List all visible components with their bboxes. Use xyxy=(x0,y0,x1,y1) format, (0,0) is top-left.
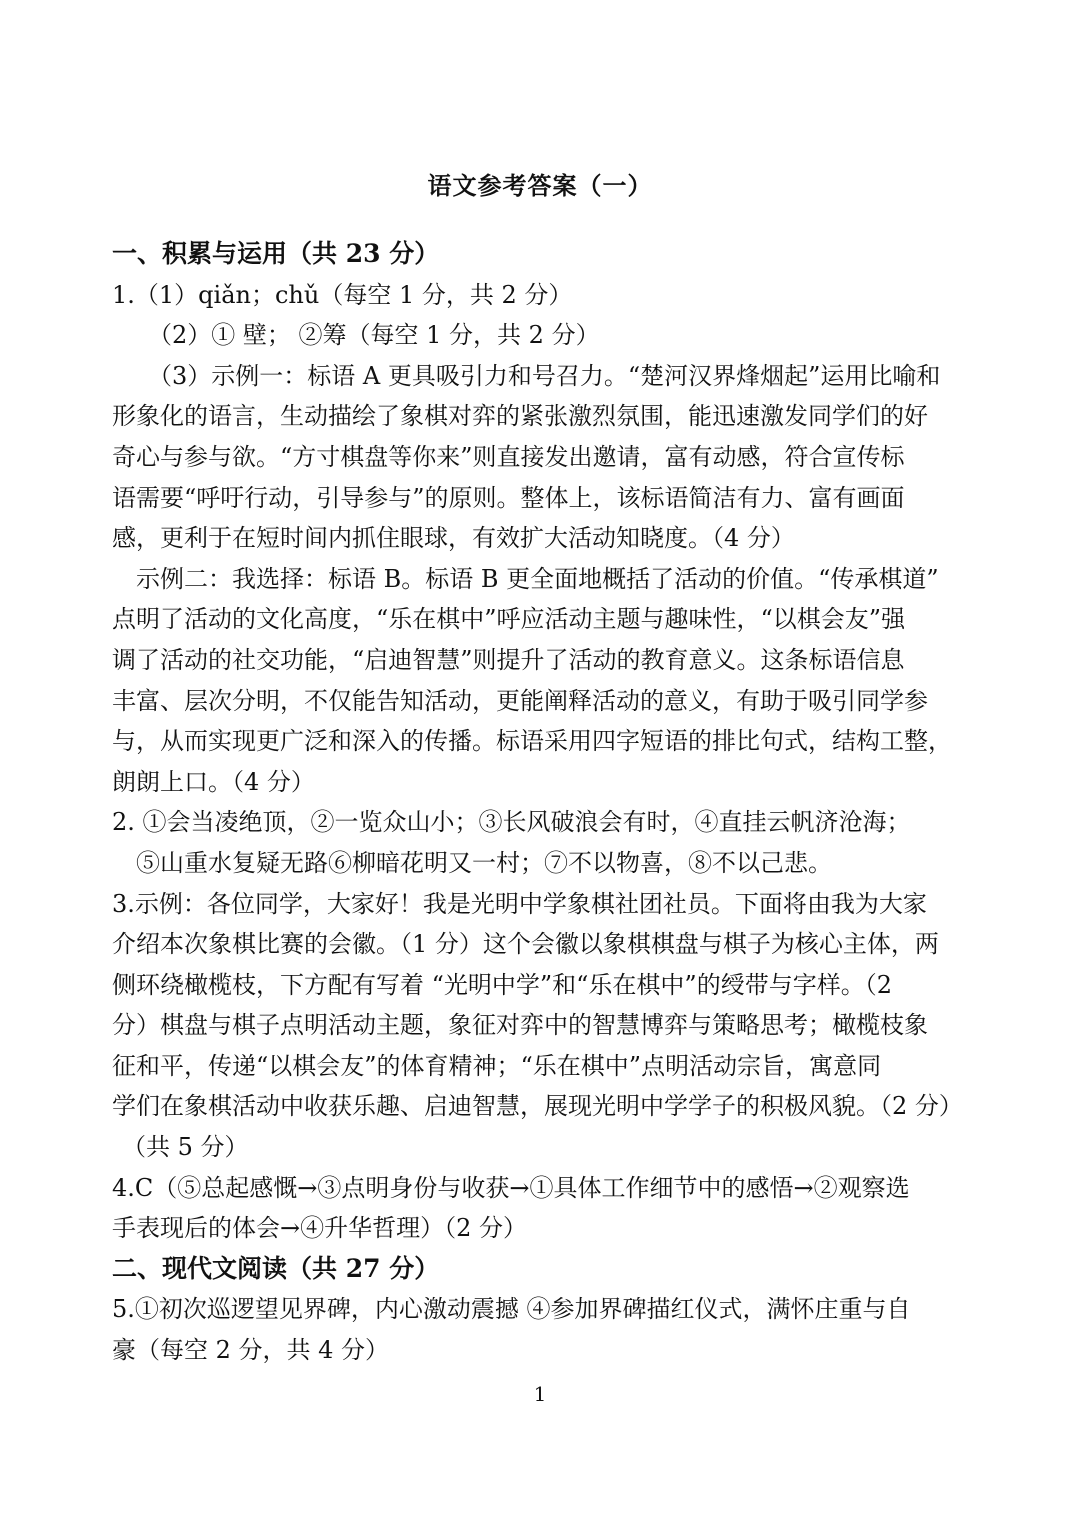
answer-1-3b-line: 点明了活动的文化高度，“乐在棋中”呼应活动主题与趣味性，“以棋会友”强 xyxy=(112,605,906,634)
answer-content xyxy=(112,234,972,1371)
document-title: 语文参考答案（一） xyxy=(427,171,653,200)
answer-1-3b-line: 朗朗上口。（4 分） xyxy=(112,767,315,796)
answer-1-3-line: （3）示例一：标语 A 更具吸引力和号召力。“楚河汉界烽烟起”运用比喻和 xyxy=(148,361,941,390)
answer-3-line: 征和平，传递“以棋会友”的体育精神；“乐在棋中”点明活动宗旨，寓意同 xyxy=(112,1051,882,1080)
section-heading-1: 一、积累与运用（共 23 分） xyxy=(112,239,440,268)
answer-1-2: （2）① 壁； ②筹（每空 1 分，共 2 分） xyxy=(148,321,600,350)
answer-1-3-line: 语需要“呼吁行动，引导参与”的原则。整体上，该标语简洁有力、富有画面 xyxy=(112,483,905,512)
answer-3-line: 介绍本次象棋比赛的会徽。（1 分）这个会徽以象棋棋盘与棋子为核心主体，两 xyxy=(112,930,939,959)
answer-4-line: 手表现后的体会→④升华哲理）（2 分） xyxy=(112,1214,528,1243)
answer-2-line: 2. ①会当凌绝顶，②一览众山小；③长风破浪会有时，④直挂云帆济沧海； xyxy=(112,808,911,837)
answer-3-line: 3.示例：各位同学，大家好！我是光明中学象棋社团社员。下面将由我为大家 xyxy=(112,889,927,918)
answer-1-3b-line: 调了活动的社交功能，“启迪智慧”则提升了活动的教育意义。这条标语信息 xyxy=(112,645,905,674)
answer-5-line: 5.①初次巡逻望见界碑，内心激动震撼 ④参加界碑描红仪式，满怀庄重与自 xyxy=(112,1295,911,1324)
answer-1-3-line: 感，更利于在短时间内抓住眼球，有效扩大活动知晓度。（4 分） xyxy=(112,524,795,553)
answer-3-line: 侧环绕橄榄枝，下方配有写着 “光明中学”和“乐在棋中”的绶带与字样。（2 xyxy=(112,970,892,999)
answer-1-3b-line: 与，从而实现更广泛和深入的传播。标语采用四字短语的排比句式，结构工整， xyxy=(112,727,952,756)
answer-2-line: ⑤山重水复疑无路⑥柳暗花明又一村；⑦不以物喜，⑧不以己悲。 xyxy=(136,848,832,877)
answer-1-1: 1.（1）qiǎn；chǔ（每空 1 分，共 2 分） xyxy=(112,280,573,309)
answer-5-line: 豪（每空 2 分，共 4 分） xyxy=(112,1336,390,1365)
answer-1-3b-line: 示例二：我选择：标语 B。标语 B 更全面地概括了活动的价值。“传承棋道” xyxy=(136,564,939,593)
answer-1-3-line: 形象化的语言，生动描绘了象棋对弈的紧张激烈氛围，能迅速激发同学们的好 xyxy=(112,402,928,431)
section-heading-2: 二、现代文阅读（共 27 分） xyxy=(112,1253,440,1283)
page-number: 1 xyxy=(533,1382,547,1406)
answer-1-3-line: 奇心与参与欲。“方寸棋盘等你来”则直接发出邀请，富有动感，符合宣传标 xyxy=(112,442,905,471)
answer-3-line: 学们在象棋活动中收获乐趣、启迪智慧，展现光明中学学子的积极风貌。（2 分） xyxy=(112,1092,963,1121)
answer-1-3b-line: 丰富、层次分明，不仅能告知活动，更能阐释活动的意义，有助于吸引同学参 xyxy=(112,686,928,715)
answer-3-line: （共 5 分） xyxy=(122,1133,249,1162)
answer-4-line: 4.C（⑤总起感慨→③点明身份与收获→①具体工作细节中的感悟→②观察选 xyxy=(112,1173,910,1202)
answer-3-line: 分）棋盘与棋子点明活动主题，象征对弈中的智慧博弈与策略思考；橄榄枝象 xyxy=(112,1011,928,1040)
